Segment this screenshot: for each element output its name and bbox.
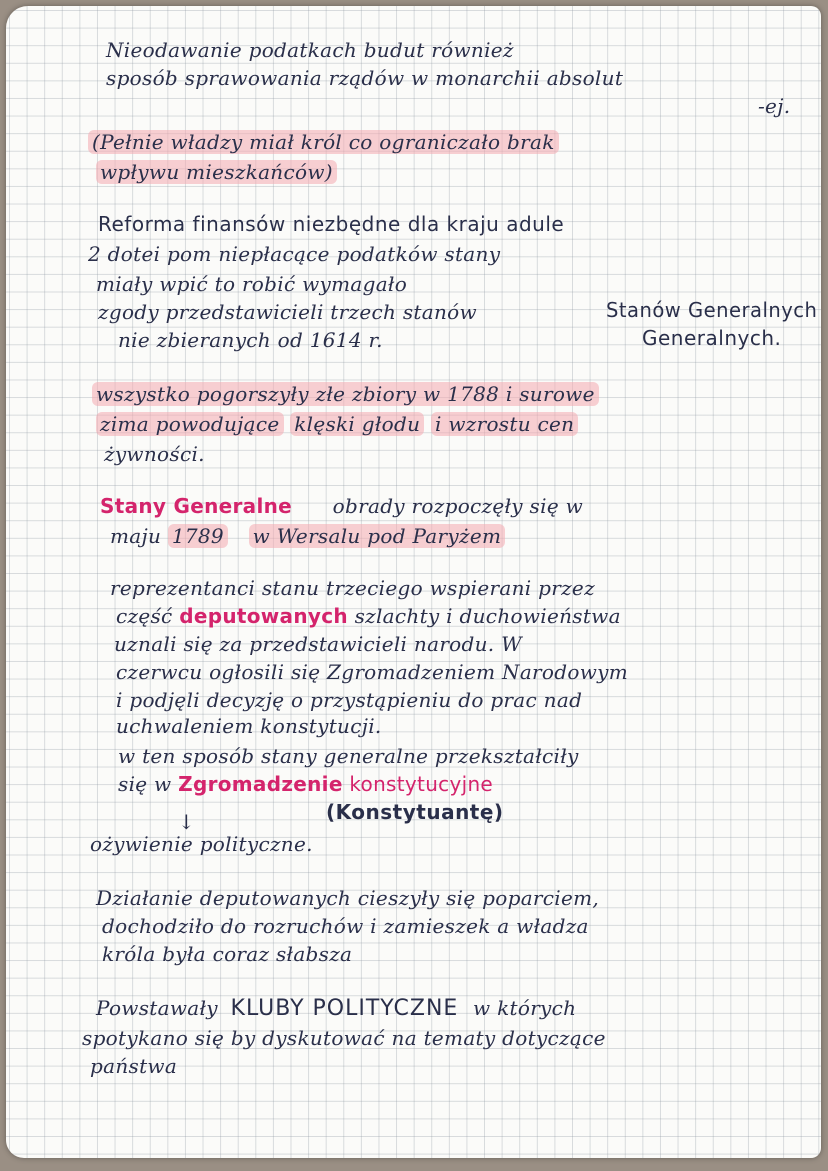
keyword-deputowanych: deputowanych [179, 604, 348, 628]
note-text: w których [473, 996, 577, 1020]
note-line: żywności. [104, 442, 205, 466]
note-line: Nieodawanie podatkach budut również [106, 38, 514, 62]
note-text: część [116, 604, 173, 628]
note-line [96, 996, 576, 1021]
note-line: sposób sprawowania rządów w monarchii absolut [106, 66, 624, 90]
note-line [92, 382, 599, 406]
highlighted-text: (Pełnie władzy miał król co ograniczało brak [88, 130, 559, 154]
note-text: się w [118, 772, 172, 796]
note-text: maju [110, 524, 162, 548]
note-line: 2 dotei pom niepłacące podatków stany [88, 242, 501, 266]
note-line: i podjęli decyzję o przystąpieniu do prac nad [116, 688, 583, 712]
note-line [118, 772, 493, 796]
highlighted-text: wpływu mieszkańców) [96, 160, 337, 184]
arrow-down-icon: ↓ [178, 810, 196, 834]
note-line: reprezentanci stanu trzeciego wspierani przez [110, 576, 595, 600]
note-line: Działanie deputowanych cieszyły się poparciem, [96, 886, 600, 910]
highlighted-text: w Wersalu pod Paryżem [249, 524, 506, 548]
note-line: nie zbieranych od 1614 r. [118, 328, 383, 352]
note-line: uznali się za przedstawicieli narodu. W [114, 632, 522, 656]
note-line [110, 524, 505, 548]
note-line: spotykano się by dyskutować na tematy dotyczące [82, 1026, 606, 1050]
note-text: szlachty i duchowieństwa [354, 604, 621, 628]
note-line [96, 412, 578, 436]
note-line [100, 494, 583, 518]
highlighted-text: klęski głodu [290, 412, 424, 436]
note-line: w ten sposób stany generalne przekształciły [118, 744, 579, 768]
note-line: uchwaleniem konstytucji. [116, 714, 382, 738]
highlighted-text: i wzrostu cen [431, 412, 578, 436]
note-line [96, 160, 337, 184]
note-text: obrady rozpoczęły się w [332, 494, 584, 518]
note-line: -ej. [758, 94, 791, 118]
note-line: króla była coraz słabsza [102, 942, 353, 966]
note-line: ożywienie polityczne. [90, 832, 313, 856]
note-line: czerwcu ogłosili się Zgromadzeniem Narodowym [116, 660, 628, 684]
heading-stany-generalne: Stany Generalne [100, 494, 292, 518]
note-text: Powstawały [96, 996, 218, 1020]
keyword-zgromadzenie: Zgromadzenie [178, 772, 343, 796]
highlighted-text: wszystko pogorszyły złe zbiory w 1788 i surowe [92, 382, 599, 406]
note-line: (Konstytuantę) [326, 800, 504, 824]
keyword-konstytucyjne: konstytucyjne [349, 772, 494, 796]
note-line: zgody przedstawicieli trzech stanów [98, 300, 477, 324]
note-line: Generalnych. [642, 326, 782, 350]
highlighted-text: zima powodujące [96, 412, 284, 436]
note-line [116, 604, 621, 628]
notebook-page [6, 6, 821, 1158]
highlighted-text: 1789 [168, 524, 228, 548]
note-line: Reforma finansów niezbędne dla kraju adule [98, 212, 565, 236]
note-line: państwa [90, 1054, 178, 1078]
note-line [88, 130, 559, 154]
keyword-kluby-polityczne: KLUBY POLITYCZNE [230, 996, 459, 1021]
note-line: dochodziło do rozruchów i zamieszek a władza [102, 914, 589, 938]
note-line: miały wpić to robić wymagało [96, 272, 408, 296]
note-line: Stanów Generalnych [606, 298, 818, 322]
